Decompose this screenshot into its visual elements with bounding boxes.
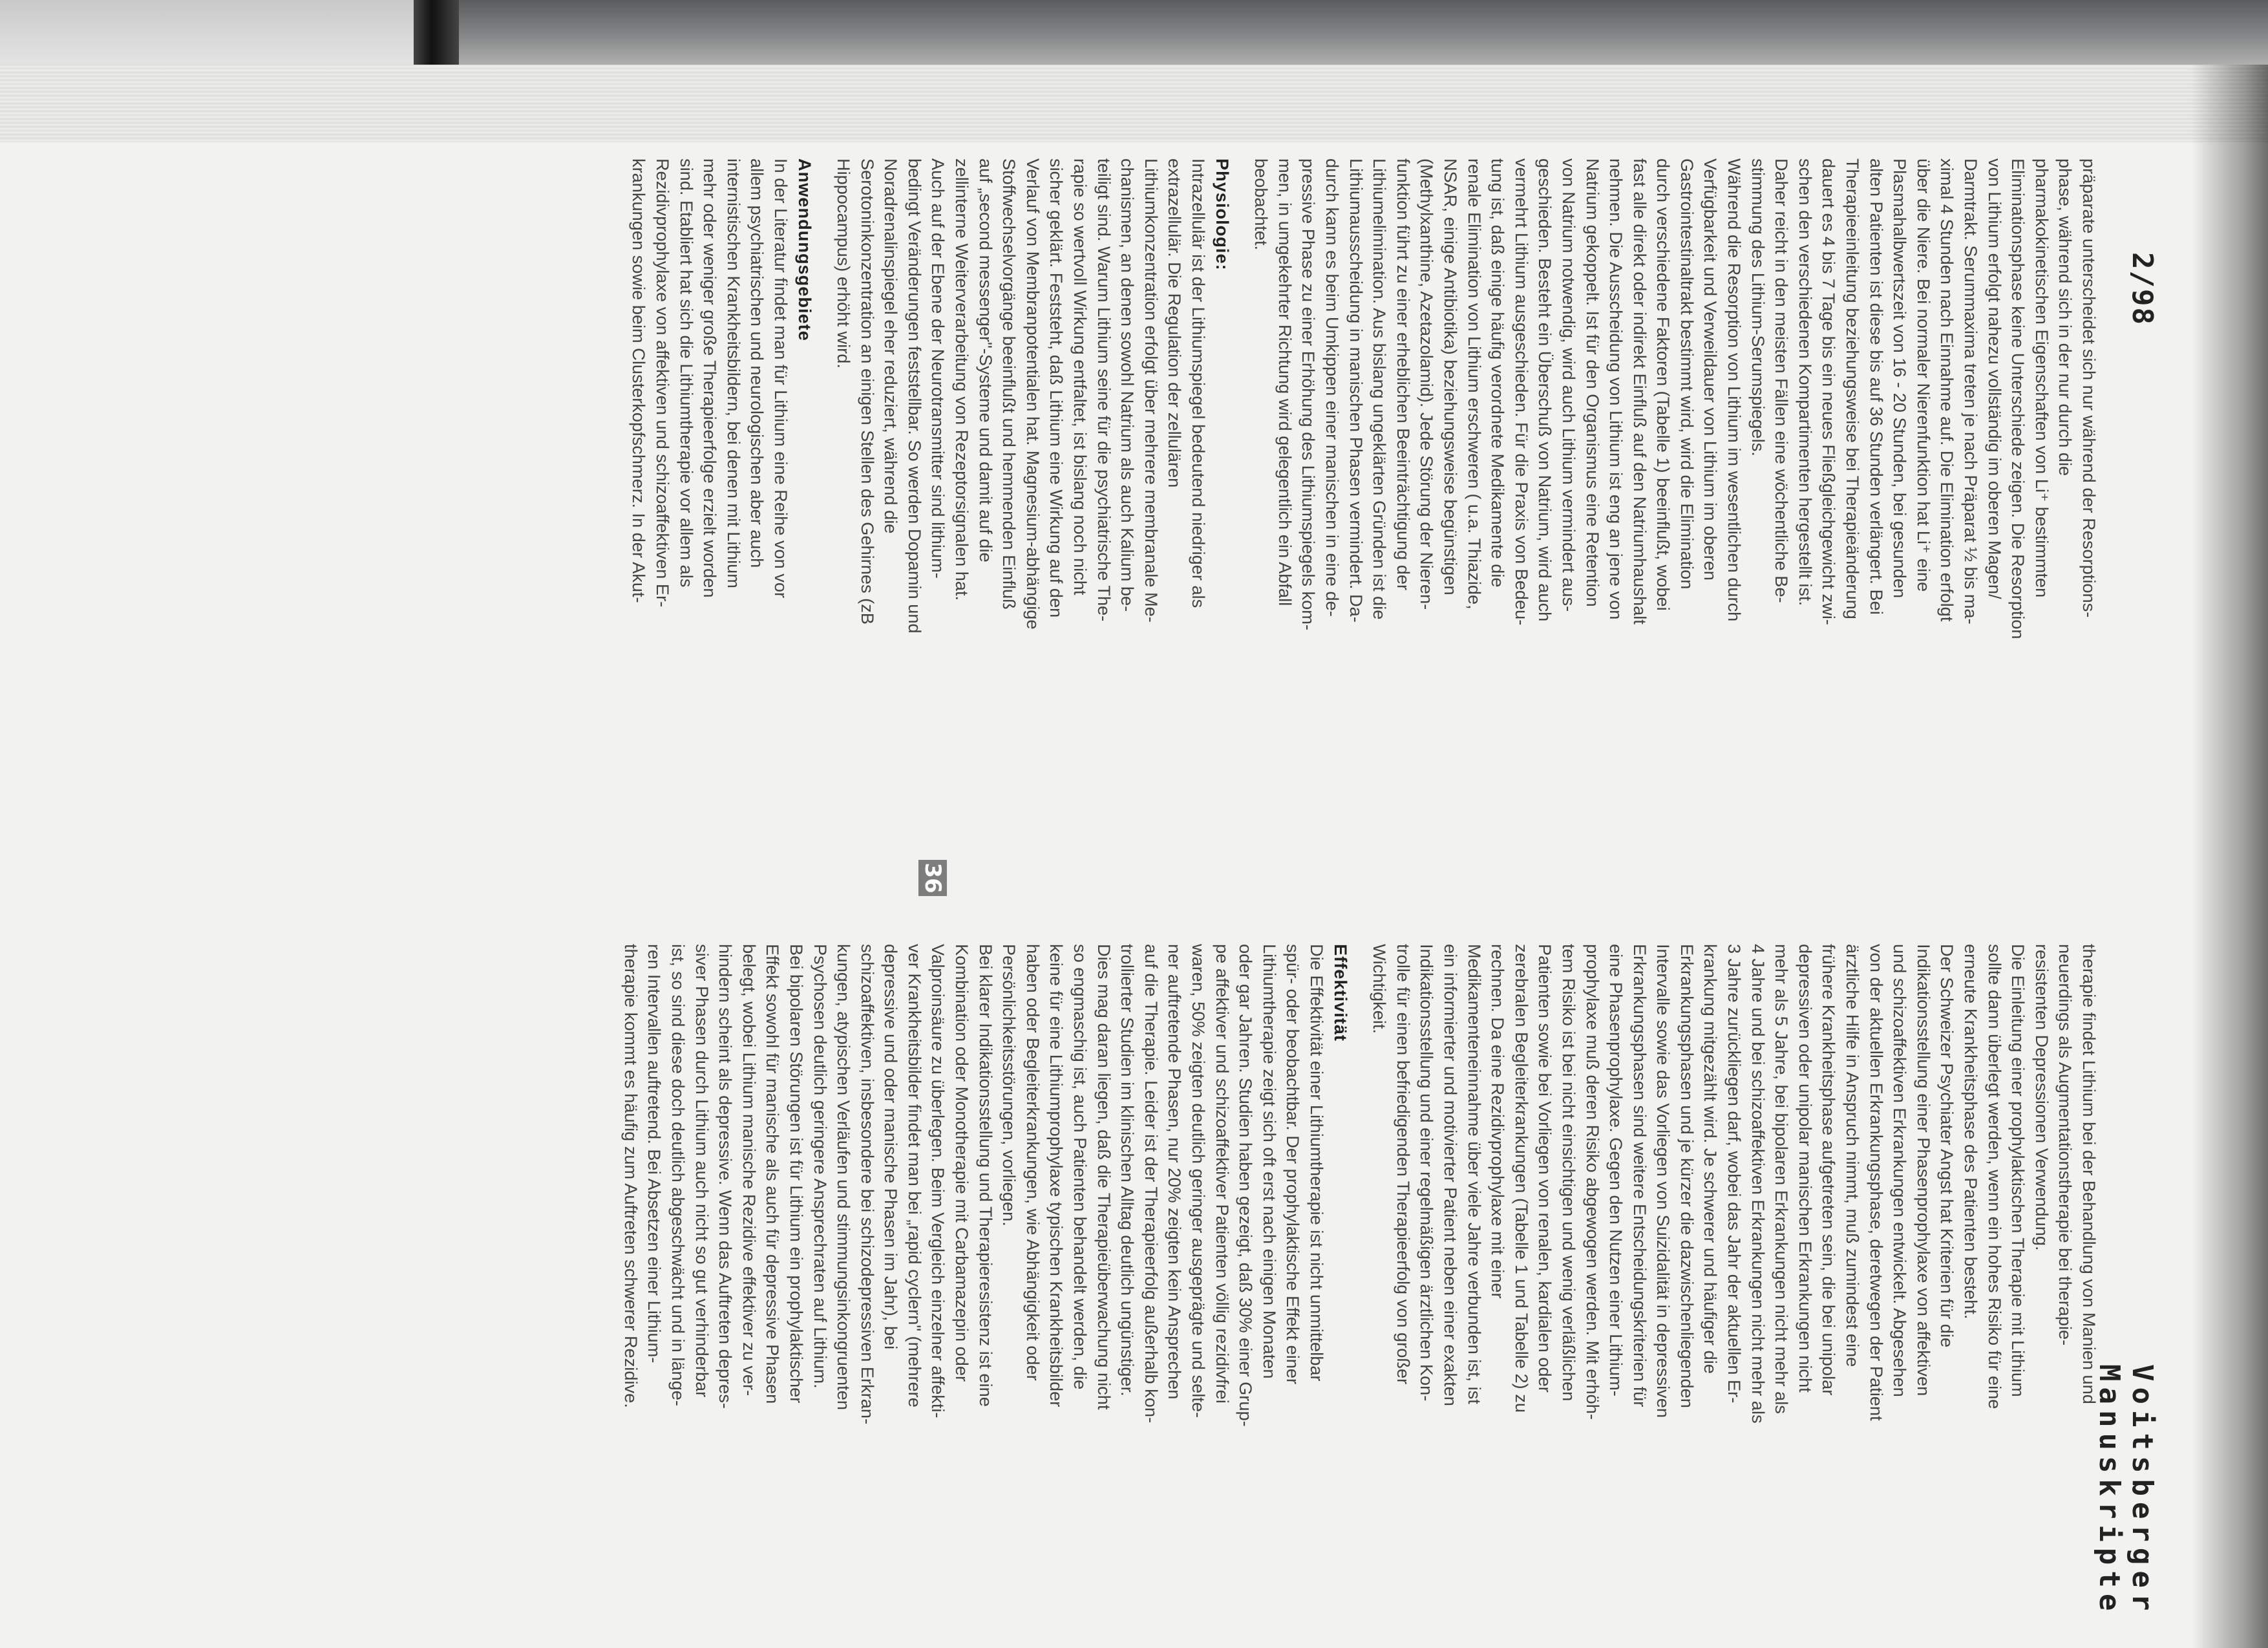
text-line: Lithiumtherapie zeigt sich oft erst nach einigen Monaten [1259, 944, 1280, 1379]
text-line: sicher geklärt. Feststeht, daß Lithium eine Wirkung auf den [1046, 158, 1067, 618]
text-line: krankung mitgezählt wird. Je schwerer und häufiger die [1701, 944, 1721, 1374]
text-line: Eliminationsphase keine Unterschiede zeigen. Die Resorption [2008, 158, 2029, 639]
text-line: (Methylxanthine, Azetazolamid). Jede Störung der Nieren- [1417, 158, 1437, 610]
text-line: schen den verschiedenen Kompartimenten hergestellt ist. [1795, 158, 1816, 606]
text-line: Lithiumausscheidung in manischen Phasen vermindert. Da- [1346, 158, 1366, 623]
text-line: stimmung des Lithium-Serumspiegels. [1748, 158, 1768, 456]
text-line: haben oder Begleiterkrankungen, wie Abhängigkeit oder [1023, 944, 1043, 1381]
text-line: Auch auf der Ebene der Neurotransmitter sind lithium- [928, 158, 949, 579]
text-line: Intervalle sowie das Vorliegen von Suizidalität in depressiven [1653, 944, 1674, 1418]
text-line: so engmaschig ist, auch Patienten behandelt werden, die [1070, 944, 1091, 1390]
text-line: Persönlichkeitsstörungen, vorliegen. [999, 944, 1020, 1226]
text-line: pe affektiver und schizoaffektiver Patienten völlig rezidivfrei [1212, 944, 1233, 1404]
text-line: trollierter Studien im klinischen Alltag deutlich ungünstiger. [1118, 944, 1138, 1397]
text-line: Erkrankungsphasen sind weitere Entscheidungskriterien für [1629, 944, 1650, 1407]
text-line: Verfügbarkeit und Verweildauer von Lithium im oberen [1701, 158, 1721, 581]
gutter-shadow [2191, 65, 2268, 1648]
text-line: therapie kommt es häufig zum Auftreten schwerer Rezidive. [620, 944, 641, 1408]
text-line: nehmen. Die Ausscheidung von Lithium ist eng an jene von [1606, 158, 1627, 620]
text-line: Stoffwechselvorgänge beeinflußt und hemmenden Einfluß [999, 158, 1020, 610]
text-line: rapie so wertvoll Wirkung entfaltet, ist bislang noch nicht [1070, 158, 1091, 595]
text-line: In der Literatur findet man für Lithium eine Reihe von vor [770, 158, 791, 599]
text-line: allem psychiatrischen und neurologischen aber auch [747, 158, 768, 568]
text-line: Serotoninkonzentration an einigen Stellen des Gehirnes (zB [857, 158, 878, 625]
text-line: siver Phasen durch Lithium auch nicht so gut verhinderbar [692, 944, 712, 1398]
right-column [619, 944, 2101, 1616]
text-line: Bei klarer Indikationsstellung und Therapieresistenz ist eine [975, 944, 996, 1407]
text-line: auf „second messenger"-Systeme und damit auf die [975, 158, 996, 562]
text-line: sind. Etabliert hat sich die Lithiumtherapie vor allem als [676, 158, 697, 588]
text-line: 4 Jahre und bei schizoaffektiven Erkrankungen nicht mehr als [1748, 944, 1768, 1424]
text-line: Indikationsstellung und einer regelmäßigen ärztlichen Kon- [1417, 944, 1437, 1402]
text-line: Patienten sowie bei Vorliegen von renalen, kardialen oder [1535, 944, 1556, 1393]
text-line: Daher reicht in den meisten Fällen eine wöchentliche Be- [1772, 158, 1792, 603]
text-line: und schizoaffektiven Erkrankungen entwickelt. Abgesehen [1890, 944, 1911, 1397]
text-line: sollte dann überlegt werden, wenn ein hohes Risiko für eine [1984, 944, 2005, 1409]
text-line: Noradrenalinspiegel eher reduziert, während die [881, 158, 902, 534]
text-line: zellinterne Weiterverarbeitung von Rezeptorsignalen hat. [952, 158, 973, 601]
text-line: ner auftretende Phasen, nur 20% zeigten kein Ansprechen [1165, 944, 1185, 1400]
text-line: kungen, atypischen Verläufen und stimmungsinkongruenten [834, 944, 854, 1410]
text-line: funktion führt zu einer erheblichen Beeinträchtigung der [1393, 158, 1414, 591]
page-number: 36 [918, 860, 947, 896]
text-line: trolle für einen befriedigenden Therapieerfolg von großer [1393, 944, 1414, 1385]
text-line: Lithiumkonzentration erfolgt über mehrere membranale Me- [1141, 158, 1161, 623]
text-line: mehr als 5 Jahre, bei bipolaren Erkrankungen nicht mehr als [1772, 944, 1792, 1414]
text-line: extrazellulär. Die Regulation der zellulären [1165, 158, 1185, 488]
text-line: depressiven oder unipolar manischen Erkrankungen nicht [1795, 944, 1816, 1393]
text-line: dauert es 4 bis 7 Tage bis ein neues Fließgleichgewicht zwi- [1819, 158, 1839, 625]
text-line: fast alle direkt oder indirekt Einfluß auf den Natriumhaushalt [1629, 158, 1650, 625]
text-line: renale Elimination von Lithium erschweren ( u.a. Thiazide, [1464, 158, 1485, 610]
text-line: zerebralen Begleiterkrankungen (Tabelle 1 und Tabelle 2) zu [1511, 944, 1532, 1413]
section-heading: Physiologie: [1212, 158, 1233, 271]
issue-label: 2/98 [2126, 252, 2159, 326]
text-line: Die Einleitung einer prophylaktischen Therapie mit Lithium [2008, 944, 2029, 1397]
text-line: depressive und oder manische Phasen im Jahr), bei [881, 944, 902, 1350]
text-line: NSAR, einige Antibiotika) beziehungsweise begünstigen [1440, 158, 1461, 595]
text-line: beobachtet. [1251, 158, 1272, 251]
text-line: präparate unterscheidet sich nur während der Resorptions- [2079, 158, 2099, 618]
text-line: Medikamenteneinnahme über viele Jahre verbunden ist, ist [1464, 944, 1485, 1404]
text-line: Verlauf von Membranpotentialen hat. Magnesium-abhängige [1023, 158, 1043, 630]
text-line: oder gar Jahren. Studien haben gezeigt, daß 30% einer Grup- [1236, 944, 1256, 1427]
text-line: krankungen sowie beim Clusterkopfschmerz. In der Akut- [629, 158, 650, 603]
text-line: hindern scheint als depressive. Wenn das Auftreten depres- [715, 944, 736, 1409]
text-line: alten Patienten ist diese bis auf 36 Stunden verlängert. Bei [1866, 158, 1887, 615]
left-column [627, 158, 2101, 831]
text-line: spür- oder beobachtbar. Der prophylaktische Effekt einer [1283, 944, 1304, 1385]
text-line: Erkrankungsphasen und je kürzer die dazwischenliegenden [1677, 944, 1697, 1408]
text-line: über die Niere. Bei normaler Nierenfunktion hat Li⁺ eine [1913, 158, 1934, 592]
text-line: von Lithium erfolgt nahezu vollständig im oberen Magen/ [1984, 158, 2005, 599]
text-line: schizoaffektiven, insbesondere bei schizodepressiven Erkran- [857, 944, 878, 1425]
series-title: Voitsberger Manuskripte [2093, 1364, 2159, 1617]
text-line: Dies mag daran liegen, daß die Therapieüberwachung nicht [1094, 944, 1114, 1410]
text-line: Intrazellulär ist der Lithiumspiegel bedeutend niedriger als [1189, 158, 1209, 608]
text-line: Wichtigkeit. [1370, 944, 1390, 1034]
text-line: frühere Krankheitsphase aufgetreten sein, die bei unipolar [1819, 944, 1839, 1396]
text-line: phase, während sich in der nur durch die [2055, 158, 2076, 476]
text-line: belegt, wobei Lithium manische Rezidive effektiver zu ver- [739, 944, 759, 1397]
text-line: Der Schweizer Psychiater Angst hat Kriterien für die [1937, 944, 1958, 1348]
text-line: ximal 4 Stunden nach Einnahme auf. Die Elimination erfolgt [1937, 158, 1958, 622]
text-line: durch verschiedene Faktoren (Tabelle 1) beeinflußt, wobei [1653, 158, 1674, 611]
text-line: tem Risiko ist bei nicht einsichtigen und wenig verläßlichen [1558, 944, 1579, 1402]
text-line: Lithiumelimination. Aus bislang ungeklärten Gründen ist die [1370, 158, 1390, 620]
text-line: Plasmahalbwertszeit von 16 - 20 Stunden, bei gesunden [1890, 158, 1911, 599]
text-line: internistischen Krankheitsbildern, bei denen mit Lithium [723, 158, 744, 588]
text-line: durch kann es beim Umkippen einer manischen in eine de- [1322, 158, 1342, 617]
text-line: Die Effektivität einer Lithiumtherapie ist nicht unmittelbar [1307, 944, 1327, 1382]
text-line: men, in umgekehrter Richtung wird gelegentlich ein Abfall [1275, 158, 1295, 606]
text-line: Indikationsstellung einer Phasenprophylaxe von affektiven [1913, 944, 1934, 1397]
text-line: auf die Therapie. Leider ist der Therapieerfolg außerhalb kon- [1141, 944, 1161, 1424]
text-line: von der aktuellen Erkrankungsphase, deretwegen der Patient [1866, 944, 1887, 1421]
text-line: Rezidivprophylaxe von affektiven und schizoaffektiven Er- [652, 158, 673, 608]
text-line: ärztliche Hilfe in Anspruch nimmt, muß zumindest eine [1843, 944, 1863, 1367]
text-line: eine Phasenprophylaxe. Gegen den Nutzen einer Lithium- [1606, 944, 1627, 1397]
text-line: prophylaxe muß deren Risiko abgewogen werden. Mit erhöh- [1582, 944, 1603, 1420]
text-line: neuerdings als Augmentationstherapie bei therapie- [2055, 944, 2076, 1346]
page-content [78, 103, 2172, 1642]
text-line: tung ist, daß einige häufig verordnete Medikamente die [1488, 158, 1509, 588]
text-line: Valproinsäure zu überlegen. Beim Vergleich einzelner affekti- [928, 944, 949, 1418]
text-line: ver Krankheitsbilder findet man bei „rapid cyclern" (mehrere [904, 944, 925, 1407]
text-line: resistenten Depressionen Verwendung. [2031, 944, 2052, 1251]
text-line: von Natrium notwendig, wird auch Lithium vermindert aus- [1558, 158, 1579, 612]
text-line: erneute Krankheitsphase des Patienten besteht. [1961, 944, 1982, 1320]
section-heading: Anwendungsgebiete [794, 158, 815, 341]
text-line: ren Intervallen auftretend. Bei Absetzen einer Lithium- [644, 944, 665, 1364]
text-line: bedingt Veränderungen feststellbar. So werden Dopamin und [904, 158, 925, 634]
text-line: Effekt sowohl für manische als auch für depressive Phasen [763, 944, 783, 1404]
text-line: geschieden. Besteht ein Überschuß von Natrium, wird auch [1535, 158, 1556, 622]
text-line: waren, 50% zeigten deutlich geringer ausgeprägte und selte- [1189, 944, 1209, 1418]
text-line: ist, so sind diese doch deutlich abgeschwächt und in länge- [668, 944, 688, 1406]
text-line: teiligt sind. Warum Lithium seine für die psychiatrische The- [1094, 158, 1114, 622]
text-line: Therapieeinleitung beziehungsweise bei Therapieänderung [1843, 158, 1863, 619]
text-line: Gastrointestinaltrakt bestimmt wird, wird die Elimination [1677, 158, 1697, 590]
text-line: pharmakokinetischen Eigenschaften von Li⁺ bestimmten [2031, 158, 2052, 598]
text-line: vermehrt Lithium ausgeschieden. Für die Praxis von Bedeu- [1511, 158, 1532, 626]
text-line: rechnen. Da eine Rezidivprophylaxe mit einer [1488, 944, 1509, 1299]
section-heading: Effektivität [1330, 944, 1351, 1042]
text-line: therapie findet Lithium bei der Behandlung von Manien und [2079, 944, 2099, 1404]
text-line: 3 Jahre zurückliegen darf, wobei das Jahr der aktuellen Er- [1724, 944, 1745, 1404]
text-line: mehr oder weniger große Therapieerfolge erzielt worden [700, 158, 721, 598]
scan-background-light [0, 0, 427, 71]
text-line: Bei bipolaren Störungen ist für Lithium ein prophylaktischer [786, 944, 807, 1404]
text-line: chanismen, an denen sowohl Natrium als auch Kalium be- [1118, 158, 1138, 612]
text-line: Psychosen deutlich geringere Ansprechraten auf Lithium. [810, 944, 831, 1389]
text-line: ein informierter und motivierter Patient neben einer exakten [1440, 944, 1461, 1406]
text-line: keine für eine Lithiumprophylaxe typischen Krankheitsbilder [1046, 944, 1067, 1407]
text-line: Darmtrakt. Serummaxima treten je nach Präparat ½ bis ma- [1961, 158, 1982, 625]
text-line: Natrium gekoppelt. Ist für den Organismus eine Retention [1582, 158, 1603, 607]
text-line: Hippocampus) erhöht wird. [834, 158, 854, 369]
text-line: pressive Phase zu einer Erhöhung des Lithiumspiegels kom- [1298, 158, 1319, 630]
text-line: Während die Resorption von Lithium im wesentlichen durch [1724, 158, 1745, 622]
text-line: Kombination oder Monotherapie mit Carbamazepin oder [952, 944, 973, 1382]
